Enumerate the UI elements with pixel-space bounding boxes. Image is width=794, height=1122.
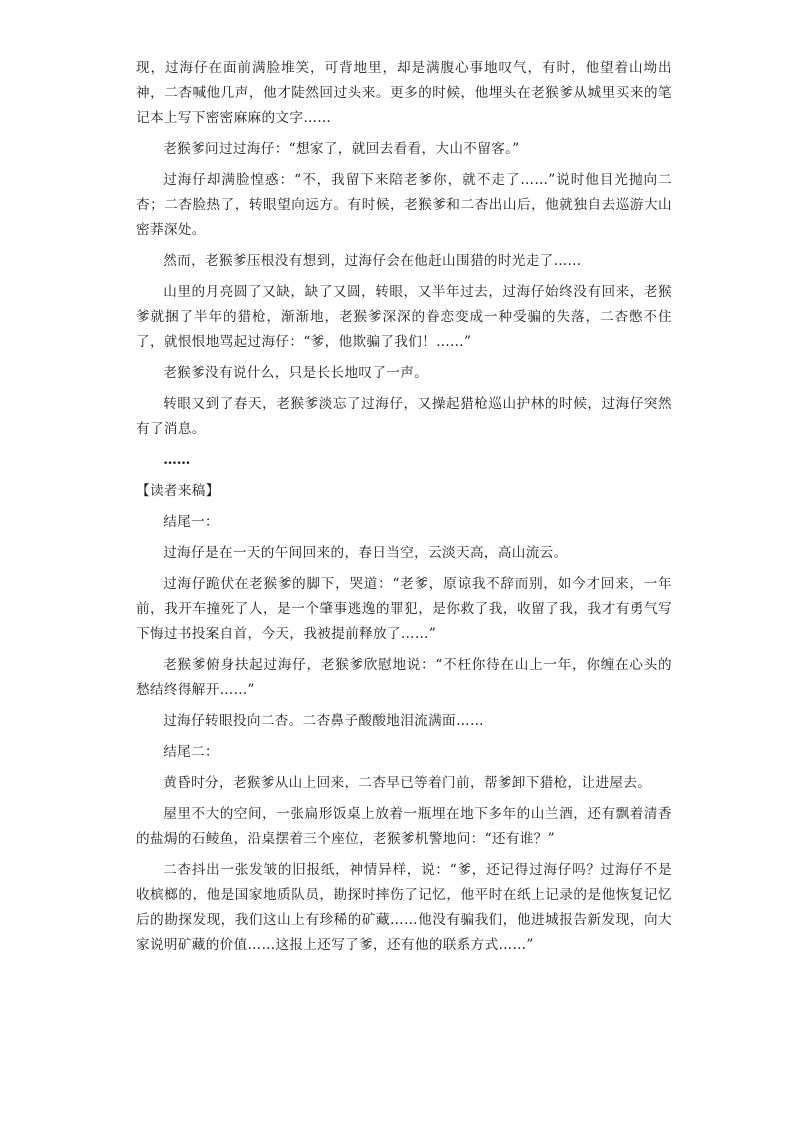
ending-two-paragraph: 二杏抖出一张发皱的旧报纸，神情异样，说：“爹，还记得过海仔吗？过海仔不是收槟榔的，他是国家地质队员，勘探时摔伤了记忆，他平时在纸上记录的是他恢复记忆后的勘探发现，我们这山上有珍稀的矿藏……他没有骗我们，他进城报告新发现，向大家说明矿藏的价值……这报上还写了爹，还有他的联系方式……”	[136, 862, 672, 953]
paragraph: 山里的月亮圆了又缺，缺了又圆，转眼，又半年过去，过海仔始终没有回来，老猴爹就捆了半年的猎枪，渐渐地，老猴爹深深的眷恋变成一种受骗的失落，二杏憋不住了，就恨恨地骂起过海仔：“爹，他欺骗了我们！……”	[136, 284, 672, 350]
ending-one-paragraph: 过海仔是在一天的午间回来的，春日当空，云淡天高，高山流云。	[163, 545, 568, 561]
ending-two-paragraph: 屋里不大的空间，一张扁形饭桌上放着一瓶埋在地下多年的山兰酒，还有飘着清香的盐焗的石鲮鱼，沿桌摆着三个座位，老猴爹机警地问：“还有谁？”	[136, 806, 672, 847]
ending-two-paragraph: 黄昏时分，老猴爹从山上回来，二杏早已等着门前，帮爹卸下猎枪，让进屋去。	[163, 775, 652, 791]
paragraph: 老猴爹没有说什么，只是长长地叹了一声。	[163, 365, 429, 381]
paragraph: 过海仔却满脸惶惑：“不，我留下来陪老爹你，就不走了……”说时他目光抛向二杏；二杏脸热了，转眼望向远方。有时候，老猴爹和二杏出山后，他就独自去巡游大山密莽深处。	[136, 172, 672, 238]
article-body	[136, 56, 672, 964]
reader-submission-heading: 【读者来稿】	[136, 483, 220, 499]
section-ellipsis: ……	[163, 452, 191, 468]
ending-one-paragraph: 过海仔跪伏在老猴爹的脚下，哭道：“老爹，原谅我不辞而别，如今才回来，一年前，我开车撞死了人，是一个肇事逃逸的罪犯，是你救了我，收留了我，我才有勇气写下悔过书投案自首，今天，我被提前释放了……”	[136, 576, 672, 642]
ending-one-title: 结尾一：	[163, 514, 219, 530]
paragraph: 转眼又到了春天，老猴爹淡忘了过海仔，又操起猎枪巡山护林的时候，过海仔突然有了消息。	[136, 396, 672, 437]
ending-one-paragraph: 老猴爹俯身扶起过海仔，老猴爹欣慰地说：“不枉你待在山上一年，你缠在心头的愁结终得解开……”	[136, 657, 672, 698]
paragraph: 老猴爹问过过海仔：“想家了，就回去看看，大山不留客。”	[163, 141, 520, 157]
paragraph-continuation: 现，过海仔在面前满脸堆笑，可背地里，却是满腹心事地叹气，有时，他望着山坳出神，二杏喊他几声，他才陡然回过头来。更多的时候，他埋头在老猴爹从城里买来的笔记本上写下密密麻麻的文字……	[136, 60, 672, 126]
ending-two-title: 结尾二：	[163, 744, 219, 760]
paragraph: 然而，老猴爹压根没有想到，过海仔会在他赶山围猎的时光走了……	[163, 253, 582, 269]
ending-one-paragraph: 过海仔转眼投向二杏。二杏鼻子酸酸地泪流满面……	[163, 713, 484, 729]
